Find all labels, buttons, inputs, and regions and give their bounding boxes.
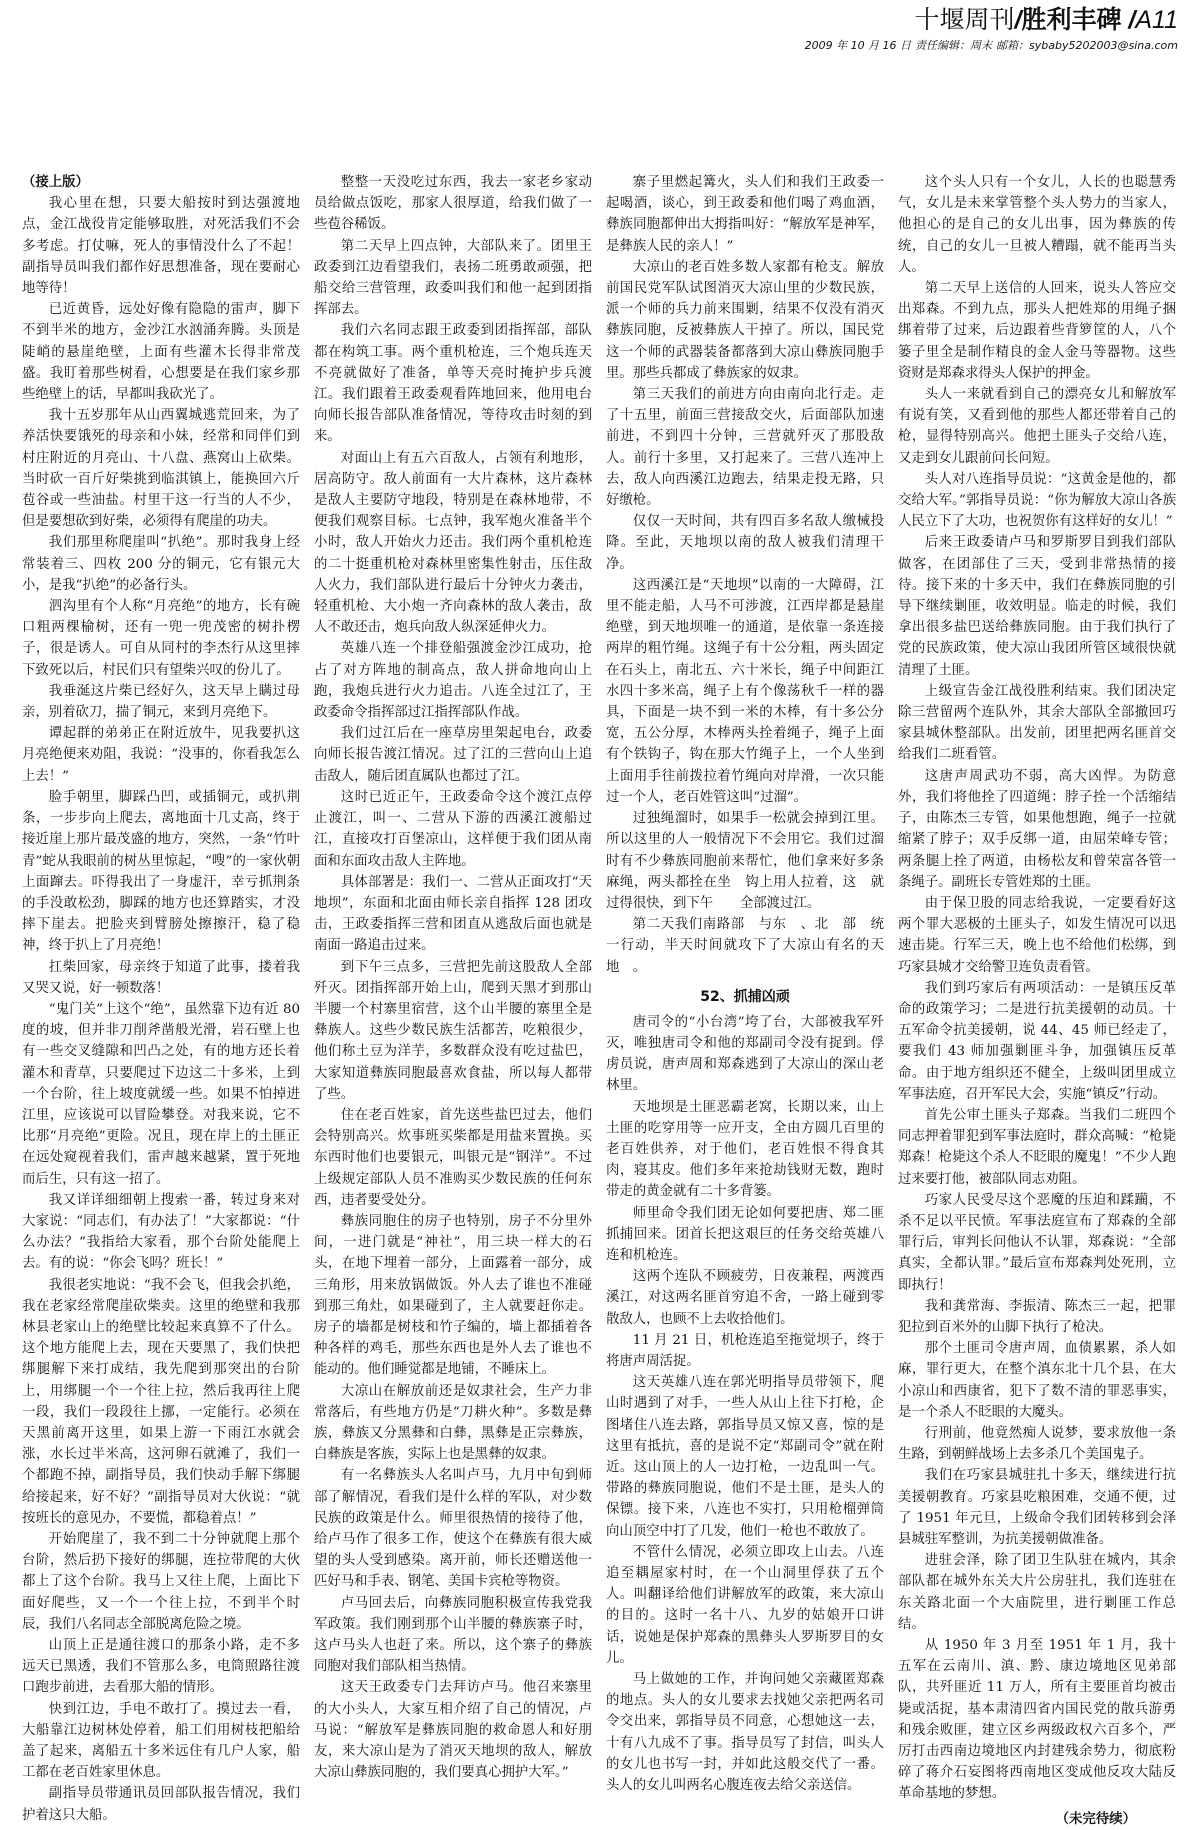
article-column-4	[898, 172, 1176, 1827]
paragraph: 已近黄昏，远处好像有隐隐的雷声，脚下不到半米的地方，金沙江水汹涌奔腾。头顶是陡峭的悬崖绝壁，上面有些灌木长得非常茂盛。我盯着那些树看，心想要是在我们家乡那些绝壁上的话，早都叫我砍光了。	[22, 302, 300, 403]
paragraph: 我垂涎这片柴已经好久，这天早上瞒过母亲，别着砍刀，揣了铜元，来到月亮绝下。	[22, 683, 300, 721]
masthead	[801, 4, 1178, 54]
paragraph: 上级宣告金江战役胜利结束。我们团决定除三营留两个连队外，其余大部队全部撤回巧家县城休整部队。出发前，团里把两名匪首交给我们二班看管。	[898, 683, 1176, 763]
issue-date: 2009 年 10 月 16 日	[804, 39, 912, 52]
paragraph: 从 1950 年 3 月至 1951 年 1 月，我十五军在云南川、滇、黔、康边境地区见弟部队，共歼匪近 11 万人，所有主要匪首均被击毙或活捉，基本肃清四省内国民党的散兵游勇和残余败匪，建立区乡两级政权六百多个，严厉打击西南边境地区内封建残余势力，彻底粉碎了蒋介石妄图将西南地区变成他反攻大陆反革命基地的梦想。	[898, 1638, 1176, 1802]
article-column-2	[314, 172, 592, 1781]
paragraph: 我很老实地说：“我不会飞，但我会扒绝，我在老家经常爬崖砍柴卖。这里的绝壁和我那林县老家山上的绝壁比较起来真算不了什么。这个地方能爬上去，现在天要黑了，我们快把绑腿解下来打成结，我先爬到那突出的台阶上，用绑腿一个一个往上拉，然后我再往上爬一段，我们一段段往上挪，一定能行。必须在天黑前离开这里，如果上游一下雨江水就会涨，水长过半米高，这河卵石就滩了，我们一个都跑不掉，副指导员，我们快动手解下绑腿给接起来，好不好？”副指导员对大伙说：“就按班长的意见办，不要慌，都稳着点！”	[22, 1277, 300, 1526]
paragraph: 过独绳溜时，如果手一松就会掉到江里。所以这里的人一般情况下不会用它。我们过溜时有不少彝族同胞前来帮忙，他们拿来好多条麻绳，两头都拴在坐 钩上用人拉着，这 就过得很快，到下午 全部渡过江。	[606, 811, 884, 911]
paragraph: 大凉山的老百姓多数人家都有枪支。解放前国民党军队试图消灭大凉山里的少数民族，派一个师的兵力前来围剿，结果不仅没有消灭彝族同胞，反被彝族人干掉了。所以，国民党这一个师的武器装备都落到大凉山彝族同胞手里。那些兵都成了彝族家的奴隶。	[606, 259, 884, 381]
paragraph: 首先公审土匪头子郑森。当我们二班四个同志押着罪犯到军事法庭时，群众高喊：“枪毙郑森！枪毙这个杀人不眨眼的魔鬼！”不少人跑过来要打他，被部队同志劝阻。	[898, 1107, 1176, 1187]
paragraph: 这唐声周武功不弱，高大凶悍。为防意外，我们将他拴了四道绳：脖子拴一个活缩结子，由陈杰三专管，如果他想跑，绳子一拉就缩紧了脖子；双手反绑一道，由屈荣峰专管；两条腿上拴了两道，由杨松友和曾荣富各管一条绳子。副班长专管姓郑的土匪。	[898, 768, 1176, 890]
column-3-lower	[606, 1012, 884, 1797]
paragraph: 我们那里称爬崖叫“扒绝”。那时我身上经常装着三、四枚 200 分的铜元，它有银元大小，是我“扒绝”的必备行头。	[22, 535, 300, 593]
paragraph: 谭起群的弟弟正在附近放牛，见我要扒这月亮绝便来劝阻，我说：“没事的，你看我怎么上去！”	[22, 726, 300, 784]
paragraph: 第二天早上送信的人回来，说头人答应交出郑森。不到九点，那头人把姓郑的用绳子捆绑着带了过来，后边跟着些背箩筐的人，八个篓子里全是制作精良的金人金马等器物。这些资财是郑森求得头人保护的押金。	[898, 281, 1176, 381]
paragraph: “鬼门关”上这个“绝”，虽然靠下边有近 80 度的坡，但并非刀削斧凿般光滑，岩石壁上也有一些交叉缝隙和凹凸之处，有的地方还长着灌木和青草，只要爬过下边这二十多米，上到一个台阶，往上坡度就缓一些。如果不怕掉进江里，应该说可以冒险攀登。对我来说，它不比那“月亮绝”更险。况且，现在岸上的土匪正在远处窥视着我们，雷声越来越紧，置于死地而后生，只有这一招了。	[22, 1001, 300, 1187]
paragraph: 我们过江后在一座草房里架起电台，政委向师长报告渡江情况。过了江的三营向山上追击敌人，随后团直属队也都过了江。	[314, 726, 592, 784]
paragraph: 由于保卫股的同志给我说，一定要看好这两个罪大恶极的土匪头子，如发生情况可以迅速击毙。行军三天，晚上也不给他们松绑，到巧家县城才交给警卫连负责看管。	[898, 895, 1176, 975]
paragraph: 这时已近正午，王政委命令这个渡江点停止渡江，叫一、二营从下游的西溪江渡船过江，直接攻打百堡凉山，这样便于我们团从南面和东面攻击敌人主阵地。	[314, 789, 592, 869]
paragraph: 马上做她的工作，并询问她父亲藏匿郑森的地点。头人的女儿要求去找她父亲把两名司令交出来，郭指导员不同意，心想她这一去，十有八九成不了事。指导员写了封信，叫头人的女儿也书写一封，并如此这般交代了一番。头人的女儿叫两名心腹连夜去给父亲送信。	[606, 1672, 884, 1794]
paragraph: 卢马回去后，向彝族同胞积极宣传我党我军政策。我们刚到那个山半腰的彝族寨子时，这卢马头人也赶了来。所以，这个寨子的彝族同胞对我们部队相当热情。	[314, 1595, 592, 1675]
paragraph: 寨子里燃起篝火，头人们和我们王政委一起喝酒，谈心，到王政委和他们喝了鸡血酒，彝族同胞都伸出大拇指叫好：“解放军是神军，是彝族人民的亲人！”	[606, 175, 884, 254]
page-number: A11	[1135, 6, 1178, 34]
column-4-body	[898, 172, 1176, 1805]
paragraph: 副指导员带通讯员回部队报告情况，我们护着这只大船。	[22, 1786, 300, 1823]
paragraph: 仅仅一天时间，共有四百多名敌人缴械投降。至此，天地坝以南的敌人被我们清理干净。	[606, 514, 884, 572]
paragraph: 头人一来就看到自己的漂亮女儿和解放军有说有笑，又看到他的那些人都还带着自己的枪，显得特别高兴。他把土匪头子交给八连，又走到女儿跟前问长问短。	[898, 387, 1176, 466]
article-column-1	[22, 172, 300, 1823]
paragraph: 师里命令我们团无论如何要把唐、郑二匪抓捕回来。团首长把这艰巨的任务交给英雄八连和机枪连。	[606, 1205, 884, 1263]
paragraph: 我们到巧家后有两项活动：一是镇压反革命的政策学习；二是进行抗美援朝的动员。十五军命令抗美援朝，说 44、45 师已经走了，要我们 43 师加强剿匪斗争，加强镇压反革命。由于地方组织还不健全，上级叫团里成立军事法庭，召开军民大会，实施“镇反”行动。	[898, 980, 1176, 1102]
paragraph: 快到江边，手电不敢打了。摸过去一看，大船靠江边树林处停着，船工们用树枝把船给盖了起来，离船五十多米远住有几户人家，船工都在老百姓家里休息。	[22, 1701, 300, 1781]
publication-name: 十堰周刊	[914, 5, 1015, 34]
paragraph: 进驻会泽，除了团卫生队驻在城内，其余部队都在城外东关大片公房驻扎，我们连驻在东关路北面一个大庙院里，进行剿匪工作总结。	[898, 1553, 1176, 1632]
paragraph: 第三天我们的前进方向由南向北行走。走了十五里，前面三营接敌交火，后面部队加速前进，不到四十分钟，三营就歼灭了那股敌人。前行十多里，又打起来了。三营八连冲上去，敌人向西溪江边跑去，结果走投无路，只好缴枪。	[606, 387, 884, 509]
paragraph: 这两个连队不顾疲劳，日夜兼程，两渡西溪江，对这两名匪首穷追不舍，一路上碰到零散敌人，也顾不上去收拾他们。	[606, 1269, 884, 1327]
paragraph: 11 月 21 日，机枪连追至拖觉坝子，终于将唐声周活捉。	[606, 1332, 884, 1369]
paragraph: 天地坝是土匪恶霸老窝，长期以来，山上土匪的吃穿用等一应开支，全由方圆几百里的老百姓供养，对于他们，老百姓恨不得食其肉，寝其皮。他们多年来抢劫钱财无数，跑时带走的黄金就有二十多背篓。	[606, 1099, 884, 1200]
paragraph: 彝族同胞住的房子也特别，房子不分里外间，一进门就是“神社”，用三块一样大的石头，在地下埋着一部分，上面露着一部分，成三角形，用来放锅做饭。外人去了谁也不准碰到那三角灶，如果碰到了，主人就要赶你走。房子的墙都是树枝和竹子编的，墙上都插着各种各样的鸡毛，那些东西也是外人去了谁也不能动的。他们睡觉都是地铺，不睡床上。	[314, 1213, 592, 1378]
paragraph: 到下午三点多，三营把先前这股敌人全部歼灭。团指挥部开始上山，爬到天黑才到那山半腰一个村寨里宿营，这个山半腰的寨里全是彝族人。这些少数民族生活都苦，吃粮很少，他们称土豆为洋芋，多数群众没有吃过盐巴，大家知道彝族同胞最喜欢食盐，所以每人都带了些。	[314, 959, 592, 1102]
column-3-upper	[606, 172, 884, 978]
paragraph: 我心里在想，只要大船按时到达强渡地点，金江战役肯定能够取胜，对死活我们不会多考虑。打仗嘛，死人的事情没什么了不起！副指导员叫我们都作好思想准备，现在要耐心地等待！	[22, 196, 300, 297]
paragraph: 我们六名同志跟王政委到团指挥部，部队都在构筑工事。两个重机枪连，三个炮兵连天不亮就做好了准备，单等天亮时掩护步兵渡江。我们跟着王政委观看阵地回来，他用电台向师长报告部队准备情况，等待攻击时刻的到来。	[314, 323, 592, 445]
section-heading: 52、抓捕凶顽	[700, 988, 790, 1005]
paragraph: 这天英雄八连在郭光明指导员带领下，爬山时遇到了对手，一些人从山上往下打枪，企图堵住八连去路，郭指导员又惊又喜，惊的是这里有抵抗，喜的是说不定“郑副司令”就在附近。这山顶上的人一边打枪，一边乱叫一气。带路的彝族同胞说，他们不是土匪，是头人的保镖。接下来，八连也不实打，只用枪榴弹筒向山顶空中打了几发，他们一枪也不敢放了。	[606, 1375, 884, 1539]
editor-email: 邮箱：sybaby5202003@sina.com	[996, 39, 1178, 52]
paragraph: 扛柴回家，母亲终于知道了此事，搂着我又哭又说，好一顿数落！	[22, 959, 300, 996]
paragraph: 第二天我们南路部 与东 、北 部 统一行动，半天时间就攻下了大凉山有名的天地 。	[606, 917, 884, 975]
paragraph: 行刑前，他竟然痴人说梦，要求放他一条生路，到朝鲜战场上去多杀几个美国鬼子。	[898, 1425, 1176, 1463]
paragraph: 巧家人民受尽这个恶魔的压迫和蹂躏，不杀不足以平民愤。军事法庭宣布了郑森的全部罪行后，审判长问他认不认罪，郑森说：“全部真实，全都认罪。”最后宣布郑森判处死刑，立即执行！	[898, 1192, 1176, 1293]
paragraph: 泗沟里有个人称“月亮绝”的地方，长有碗口粗两棵榆树，还有一兜一兜茂密的树扑楞子，很是诱人。可自从同村的李杰行从这里摔下致死以后，村民们只有望柴兴叹的份儿了。	[22, 599, 300, 678]
paragraph: 英雄八连一个排登船强渡金沙江成功，抢占了对方阵地的制高点，敌人拼命地向山上跑，我炮兵进行火力追击。八连全过江了，王政委命令指挥部过江指挥部队作战。	[314, 641, 592, 721]
paragraph: 我们在巧家县城驻扎十多天，继续进行抗美援朝教育。巧家县吃粮困难，交通不便，过了 1951 年元旦，上级命令我们团转移到会泽县城驻军整训，为抗美援朝做准备。	[898, 1468, 1176, 1547]
paragraph: 开始爬崖了，我不到二十分钟就爬上那个台阶，然后扔下接好的绑腿，连拉带爬的大伙都上了这个台阶。我马上又往上爬，上面比下面好爬些，又一个一个往上拉，不到半个时辰，我们八名同志全部脱离危险之境。	[22, 1532, 300, 1632]
article-column-3	[606, 172, 884, 1794]
paragraph: 头人对八连指导员说：“这黄金是他的，都交给大军。”郭指导员说：“你为解放大凉山各族人民立下了大功，也祝贺你有这样好的女儿！”	[898, 471, 1176, 530]
continued-note: （未完待续）	[1055, 1810, 1136, 1827]
article-body	[22, 172, 1178, 1827]
paragraph: 我和龚常海、李振清、陈杰三一起，把罪犯拉到百米外的山脚下执行了枪决。	[898, 1298, 1176, 1335]
paragraph: 有一名彝族头人名叫卢马，九月中旬到师部了解情况，看我们是什么样的军队，对少数民族的政策是什么。师里很热情的接待了他，给卢马作了很多工作，使这个在彝族有很大威望的头人受到感染。离开前，师长还赠送他一匹好马和手表、钢笔、美国卡宾枪等物资。	[314, 1468, 592, 1590]
paragraph: 那个土匪司令唐声周，血债累累，杀人如麻，罪行更大，在整个滇东北十几个县，在大小凉山和西康省，犯下了数不清的罪恶事实，是一个杀人不眨眼的大魔头。	[898, 1341, 1176, 1420]
paragraph: 这天王政委专门去拜访卢马。他召来寨里的大小头人，大家互相介绍了自己的情况，卢马说：“解放军是彝族同胞的救命恩人和好朋友，来大凉山是为了消灭天地坝的敌人，解放大凉山彝族同胞的，我们要真心拥护大军。”	[314, 1680, 592, 1781]
paragraph: 我十五岁那年从山西翼城逃荒回来，为了养活快要饿死的母亲和小妹，经常和同伴们到村庄附近的月亮山、十八盘、燕窝山上砍柴。当时砍一百斤好柴挑到临淇镇上，能换回六斤苞谷或一些油盐。村里干这一行当的人不少，但是要想砍到好柴，必须得有爬崖的功夫。	[22, 408, 300, 530]
paragraph: 脸手朝里，脚踩凸凹，或插铜元，或扒荆条，一步步向上爬去，离地面十几丈高，终于接近崖上那片最茂盛的地方，突然，一条“竹叶青”蛇从我眼前的树丛里惊起，“嗖”的一家伙朝上面蹿去。吓得我出了一身虚汗，幸亏抓荆条的手没敢松劲，脚踩的地方也还算踏实，才没摔下崖去。把脸夹到臂膀处擦擦汗，稳了稳神，终于扒上了月亮绝！	[22, 789, 300, 954]
paragraph: 后来王政委请卢马和罗斯罗目到我们部队做客，在团部住了三天，受到非常热情的接待。接下来的十多天中，我们在彝族同胞的引导下继续剿匪，收效明显。临走的时候，我们拿出很多盐巴送给彝族同胞。由于我们执行了党的民族政策，使大凉山我团所管区域很快就清理了土匪。	[898, 535, 1176, 678]
paragraph: 这个头人只有一个女儿，人长的也聪慧秀气，女儿是未来掌管整个头人势力的当家人，他担心的是自己的女儿出事，因为彝族的传统，自己的女儿一旦被人糟蹋，就不能再当头人。	[898, 175, 1176, 275]
paragraph: 山顶上正是通往渡口的那条小路，走不多远天已黑透，我们不管那么多，电筒照路往渡口跑步前进，去看那大船的情形。	[22, 1638, 300, 1696]
paragraph: 对面山上有五六百敌人，占领有利地形，居高防守。敌人前面有一大片森林，这片森林是敌人主要防守地段，特别是在森林地带，不便我们观察目标。七点钟，我军炮火准备半个小时，敌人开始火力还击。我们两个重机枪连的二十挺重机枪对森林里密集性射击，压住敌人火力，我们部队进行最后十分钟火力袭击，轻重机枪、大小炮一齐向森林的敌人袭击，敌人不敢还击，炮兵向敌人纵深延伸火力。	[314, 450, 592, 636]
paragraph: 整整一天没吃过东西，我去一家老乡家动员给做点饭吃，那家人很厚道，给我们做了一些苞谷稀饭。	[314, 175, 592, 233]
continued-from-label: （接上版）	[22, 174, 89, 190]
paragraph: 不管什么情况，必须立即攻上山去。八连追至耦屋家村时，在一个山洞里俘获了五个人。叫翻译给他们讲解放军的政策，来大凉山的目的。这时一名十八、九岁的姑娘开口讲话，说她是保护郑森的黑彝头人罗斯罗目的女儿。	[606, 1544, 884, 1666]
masthead-info	[801, 38, 1178, 54]
paragraph: 具体部署是：我们一、二营从正面攻打“天地坝”，东面和北面由师长亲自指挥 128 团攻击，王政委指挥三营和团直从逃敌后面也就是南面一路追击过来。	[314, 874, 592, 954]
section-name: 胜利丰碑	[1021, 5, 1122, 34]
paragraph: 唐司令的“小台湾”垮了台，大部被我军歼灭，唯独唐司令和他的郑副司令没有捉到。俘虏员说，唐声周和郑森逃到了大凉山的深山老林里。	[606, 1014, 884, 1094]
paragraph: 第二天早上四点钟，大部队来了。团里王政委到江边看望我们，表扬二班勇敢顽强，把船交给三营管理，政委叫我们和他一起到团指挥部去。	[314, 238, 592, 318]
paragraph: 这西溪江是“天地坝”以南的一大障碍，江里不能走船，人马不可涉渡，江西岸都是悬崖绝壁，到天地坝唯一的通道，是依靠一条连接两岸的粗竹绳。这绳子有十公分粗，两头固定在石头上，南北五、六十米长，绳子中间距江水四十多米高，绳子上有个像荡秋千一样的器具，下面是一块不到一米的木棒，有十多公分宽，五公分厚，木棒两头拴着绳子，绳子上面有个铁钩子，钩在那大竹绳子上，一个人坐到上面用手往前拨拉着竹绳向对岸滑，一次只能过一个人，老百姓管这叫“过溜”。	[606, 577, 884, 805]
paragraph: 大凉山在解放前还是奴隶社会，生产力非常落后，有些地方仍是“刀耕火种”。多数是彝族，彝族又分黑彝和白彝，黑彝是正宗彝族，白彝族是客族，实际上也是黑彝的奴隶。	[314, 1383, 592, 1463]
masthead-title: 十堰周刊/胜利丰碑 /A11	[914, 5, 1178, 34]
paragraph: 住在老百姓家，首先送些盐巴过去，他们会特别高兴。炊事班买柴都是用盐来置换。买东西时他们也要银元，叫银元是“钢洋”。不过上级规定部队人员不准购买少数民族的任何东西，违者要受处分。	[314, 1107, 592, 1208]
paragraph: 我又详详细细朝上搜索一番，转过身来对大家说：“同志们，有办法了！”大家都说：“什么办法？”我指给大家看，那个台阶处能爬上去。有的说：“你会飞吗？班长！”	[22, 1192, 300, 1272]
editor-credit: 责任编辑：周末	[915, 39, 993, 52]
